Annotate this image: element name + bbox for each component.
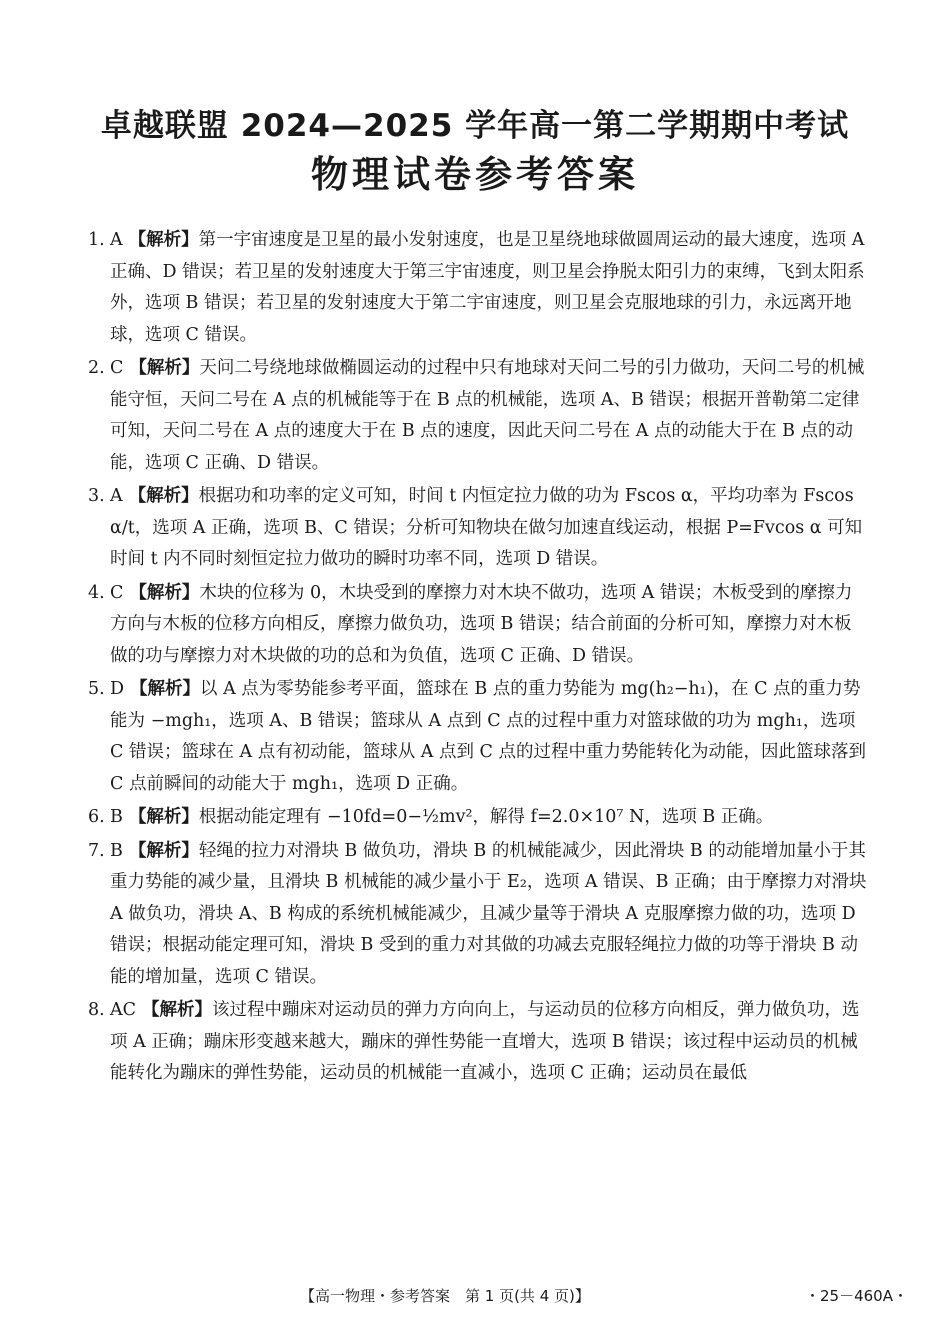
- item-number: 4.: [88, 582, 105, 603]
- analysis-label: 【解析】: [130, 679, 201, 699]
- footer-code: ・25－460A・: [805, 1287, 908, 1305]
- item-number: 6.: [88, 807, 105, 827]
- item-number: 8.: [88, 1000, 105, 1020]
- analysis-label: 【解析】: [128, 840, 199, 861]
- item-number: 1.: [88, 230, 105, 250]
- analysis-label: 【解析】: [129, 582, 200, 603]
- item-explanation: 轻绳的拉力对滑块 B 做负功，滑块 B 的机械能减少，因此滑块 B 的动能增加量小于其重力势能的减少量，且滑块 B 机械能的减少量小于 E₂，选项 A 错误、B 正确；由于摩擦力对滑块 A 做负功，滑块 A、B 构成的系统机械能减少，且减少量等于滑块 A 克服摩擦力做的功，选项 D 错误；根据动能定理可知，滑块 B 受到的重力对其做的功减去克服轻绳拉力做的功等于滑块 B 动能的增加量，选项 C 错误。: [110, 840, 867, 987]
- answer-item-8: [88, 995, 868, 1090]
- item-answer: C: [110, 358, 124, 378]
- answer-item-1: [88, 225, 868, 351]
- item-answer: B: [110, 840, 123, 861]
- item-number: 7.: [88, 840, 105, 861]
- item-number: 2.: [88, 358, 105, 378]
- analysis-label: 【解析】: [129, 358, 200, 378]
- answer-list: [88, 225, 868, 1092]
- answer-item-6: [88, 802, 868, 834]
- item-explanation: 根据功和功率的定义可知，时间 t 内恒定拉力做的功为 Fscos α，平均功率为 Fscos α/t，选项 A 正确，选项 B、C 错误；分析可知物块在做匀加速直线运动，根据 P=Fvcos α 可知时间 t 内不同时刻恒定拉力做功的瞬时功率不同，选项 D 错误。: [110, 486, 863, 569]
- item-explanation: 根据动能定理有 −10fd=0−½mv²，解得 f=2.0×10⁷ N，选项 B 正确。: [198, 807, 774, 827]
- item-answer: C: [110, 582, 124, 603]
- item-answer: A: [110, 230, 123, 250]
- item-explanation: 该过程中蹦床对运动员的弹力方向向上，与运动员的位移方向相反，弹力做负功，选项 A 正确；蹦床形变越来越大，蹦床的弹性势能一直增大，选项 B 错误；该过程中运动员的机械能转化为蹦床的弹性势能，运动员的机械能一直减小，选项 C 正确；运动员在最低: [110, 1000, 860, 1083]
- analysis-label: 【解析】: [142, 1000, 213, 1020]
- item-answer: B: [110, 807, 123, 827]
- analysis-label: 【解析】: [128, 230, 199, 250]
- item-explanation: 第一宇宙速度是卫星的最小发射速度，也是卫星绕地球做圆周运动的最大速度，选项 A 正确、D 错误；若卫星的发射速度大于第三宇宙速度，则卫星会挣脱太阳引力的束缚，飞到太阳系外，选项 B 错误；若卫星的发射速度大于第二宇宙速度，则卫星会克服地球的引力，永远离开地球，选项 C 错误。: [110, 230, 865, 345]
- answer-item-4: [88, 578, 868, 673]
- answer-item-2: [88, 353, 868, 479]
- item-explanation: 木块的位移为 0，木块受到的摩擦力对木块不做功，选项 A 错误；木板受到的摩擦力方向与木板的位移方向相反，摩擦力做负功，选项 B 错误；结合前面的分析可知，摩擦力对木板做的功与摩擦力对木块做的功的总和为负值，选项 C 正确、D 错误。: [110, 582, 853, 666]
- item-answer: AC: [110, 1000, 137, 1020]
- answer-item-3: [88, 481, 868, 576]
- answer-item-5: [88, 674, 868, 800]
- item-explanation: 天问二号绕地球做椭圆运动的过程中只有地球对天问二号的引力做功，天问二号的机械能守恒，天问二号在 A 点的机械能等于在 B 点的机械能，选项 A、B 错误；根据开普勒第二定律可知，天问二号在 A 点的速度大于在 B 点的速度，因此天问二号在 A 点的动能大于在 B 点的动能，选项 C 正确、D 错误。: [110, 358, 865, 473]
- page-subtitle: 物理试卷参考答案: [311, 153, 639, 196]
- item-number: 3.: [88, 486, 105, 506]
- footer-page-info: 【高一物理・参考答案 第 1 页(共 4 页)】: [300, 1287, 590, 1305]
- page-title: 卓越联盟 2024—2025 学年高一第二学期期中考试: [100, 108, 850, 144]
- item-answer: A: [110, 486, 123, 506]
- analysis-label: 【解析】: [128, 486, 199, 506]
- analysis-label: 【解析】: [128, 807, 199, 827]
- answer-item-7: [88, 836, 868, 994]
- item-explanation: 以 A 点为零势能参考平面，篮球在 B 点的重力势能为 mg(h₂−h₁)，在 C 点的重力势能为 −mgh₁，选项 A、B 错误；篮球从 A 点到 C 点的过程中重力对篮球做的功为 mgh₁，选项 C 错误；篮球在 A 点有初动能，篮球从 A 点到 C 点的过程中重力势能转化为动能，因此篮球落到 C 点前瞬间的动能大于 mgh₁，选项 D 正确。: [110, 679, 866, 794]
- item-number: 5.: [88, 679, 105, 699]
- item-answer: D: [110, 679, 125, 699]
